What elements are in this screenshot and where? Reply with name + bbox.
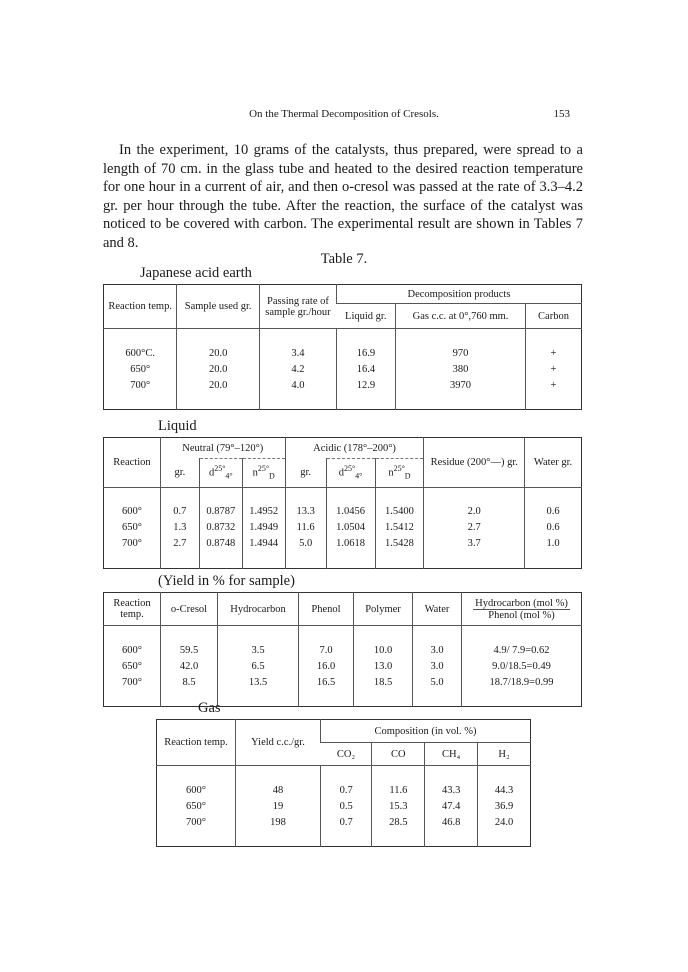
cell: 48 [236,782,321,798]
col-neutral-refraction: $n^{25^\circ}_D$ [242,459,285,488]
cell: 9.0/18.5=0.49 [462,658,582,674]
cell: 380 [396,361,526,377]
col-reaction: Reaction [104,438,161,488]
table-row [104,520,582,536]
cell: 10.0 [354,642,413,658]
col-co: CO [372,743,425,766]
cell: 1.4949 [242,520,285,536]
cell: 18.7/18.9=0.99 [462,674,582,690]
col-polymer: Polymer [354,593,413,626]
cell: 650° [121,522,142,533]
cell: 1.0504 [326,520,375,536]
cell: 20.0 [177,345,260,361]
cell: 15.3 [372,798,425,814]
table-row [104,674,582,690]
cell: 47.4 [425,798,478,814]
col-yield: Yield c.c./gr. [236,720,321,766]
col-residue: Residue (200°—) gr. [424,438,525,488]
cell: + [526,377,582,393]
cell: 4.2 [259,361,336,377]
col-passing-rate: Passing rate of sample gr./hour [259,285,336,329]
cell: 0.8787 [199,504,242,520]
gas-caption: Gas [198,700,221,716]
cell: 700° [186,816,206,828]
col-reaction-temp: Reaction temp. [157,720,236,766]
cell: 0.6 [525,504,582,520]
cell: 8.5 [161,674,218,690]
cell: 4.0 [259,377,336,393]
cell: 1.5428 [375,536,424,552]
table-row [104,658,582,674]
cell: 59.5 [161,642,218,658]
col-reaction-temp: Reaction temp. [104,285,177,329]
cell: 700° [130,379,151,391]
cell: 16.4 [336,361,395,377]
cell: 3.7 [424,536,525,552]
cell: 1.0 [525,536,582,552]
cell: + [526,345,582,361]
table-decomposition-products [103,284,582,410]
cell: 0.7 [321,782,372,798]
cell: 2.7 [424,520,525,536]
cell: 2.7 [160,536,199,552]
table-row [157,798,531,814]
cell: 0.8748 [199,536,242,552]
density-symbol: d [208,467,215,479]
cell: 18.5 [354,674,413,690]
cell: 0.5 [321,798,372,814]
cell: + [526,361,582,377]
cell: 5.0 [285,536,326,552]
cell: 7.0 [299,642,354,658]
cell: 700° [122,676,142,688]
cell: 13.3 [285,504,326,520]
cell: 650° [122,660,142,672]
cell: 1.0618 [326,536,375,552]
cell: 12.9 [336,377,395,393]
cell: 3970 [396,377,526,393]
cell: 700° [121,538,142,549]
col-group-acidic: Acidic (178°–200°) [285,438,424,459]
yield-caption: (Yield in % for sample) [158,573,295,589]
refraction-symbol: n [388,467,394,479]
col-reaction-temp: Reaction temp. [104,593,161,626]
running-title: On the Thermal Decomposition of Cresols. [249,108,439,120]
cell: 5.0 [413,674,462,690]
col-neutral-gr: gr. [160,459,199,488]
cell: 16.0 [299,658,354,674]
table-row [104,536,582,552]
col-ratio [462,593,582,626]
density-symbol: d [338,467,344,479]
cell: 1.0456 [326,504,375,520]
cell: 970 [396,345,526,361]
cell: 1.4944 [242,536,285,552]
cell: 600° [121,506,142,517]
table-row [104,504,582,520]
cell: 28.5 [372,814,425,830]
table-row [157,814,531,830]
col-acidic-refraction: $n^{25^\circ}_D$ [375,459,424,488]
cell: 36.9 [478,798,531,814]
cell: 13.0 [354,658,413,674]
cell: 650° [186,800,206,812]
col-group-composition: Composition (in vol. %) [321,720,531,743]
col-carbon: Carbon [526,304,582,329]
table-row [104,345,582,361]
table-row [104,361,582,377]
table-row [104,642,582,658]
col-group-decomposition: Decomposition products [336,285,581,304]
cell: 600° [186,784,206,796]
cell: 0.7 [321,814,372,830]
col-water: Water [413,593,462,626]
cell: 20.0 [177,361,260,377]
cell: 1.4952 [242,504,285,520]
cell: 1.5412 [375,520,424,536]
cell: 6.5 [218,658,299,674]
table-yield [103,592,582,707]
cell: 24.0 [478,814,531,830]
col-acidic-density: $d^{25^\circ}_{4^\circ}$ [326,459,375,488]
table-title: Table 7. [320,251,368,267]
col-group-neutral: Neutral (79°–120°) [160,438,285,459]
ratio-denominator: Phenol (mol %) [488,609,555,621]
table-liquid [103,437,582,569]
col-water: Water gr. [525,438,582,488]
cell: 0.6 [525,520,582,536]
cell: 19 [236,798,321,814]
cell: 46.8 [425,814,478,830]
cell: 44.3 [478,782,531,798]
refraction-symbol: n [252,467,258,479]
col-acidic-gr: gr. [285,459,326,488]
cell: 2.0 [424,504,525,520]
col-neutral-density: $d^{25^\circ}_{4^\circ}$ [199,459,242,488]
cell: 0.7 [160,504,199,520]
cell: 11.6 [285,520,326,536]
col-phenol: Phenol [299,593,354,626]
cell: 3.0 [413,658,462,674]
cell: 600° [122,644,142,656]
body-paragraph [103,141,583,252]
col-ch4: CH₄ [425,743,478,766]
cell: 16.9 [336,345,395,361]
cell: 3.4 [259,345,336,361]
cell: 1.5400 [375,504,424,520]
table-gas [156,719,531,847]
cell: 1.3 [160,520,199,536]
page-number: 153 [553,108,570,120]
col-hydrocarbon: Hydrocarbon [218,593,299,626]
cell: 650° [130,363,151,375]
cell: 42.0 [161,658,218,674]
page-header [0,108,688,124]
cell: 4.9/ 7.9=0.62 [462,642,582,658]
paragraph-text: In the experiment, 10 grams of the catalysts, thus prepared, were spread to a length of 70 cm. in the glass tube and heated to the desired reaction temperature for one hour in a current of air, and then o-cresol was passed at the rate of 3.3–4.2 gr. per hour through the tube. After the reaction, the surface of the catalyst was noticed to be covered with carbon. The experimental result are shown in Tables 7 and 8. [103,142,583,251]
cell: 16.5 [299,674,354,690]
col-gas: Gas c.c. at 0°,760 mm. [396,304,526,329]
table-row [157,782,531,798]
cell: 13.5 [218,674,299,690]
cell: 3.0 [413,642,462,658]
ratio-numerator: Hydrocarbon (mol %) [475,597,568,609]
cell: 43.3 [425,782,478,798]
catalyst-caption: Japanese acid earth [140,265,252,281]
liquid-caption: Liquid [158,418,197,434]
cell: 0.8732 [199,520,242,536]
cell: 20.0 [177,377,260,393]
cell: 3.5 [218,642,299,658]
table-row [104,377,582,393]
col-h2: H₂ [478,743,531,766]
col-liquid: Liquid gr. [336,304,395,329]
col-o-cresol: o-Cresol [161,593,218,626]
cell: 600°C. [125,347,155,359]
col-sample-used: Sample used gr. [177,285,260,329]
col-co2: CO₂ [321,743,372,766]
cell: 198 [236,814,321,830]
cell: 11.6 [372,782,425,798]
